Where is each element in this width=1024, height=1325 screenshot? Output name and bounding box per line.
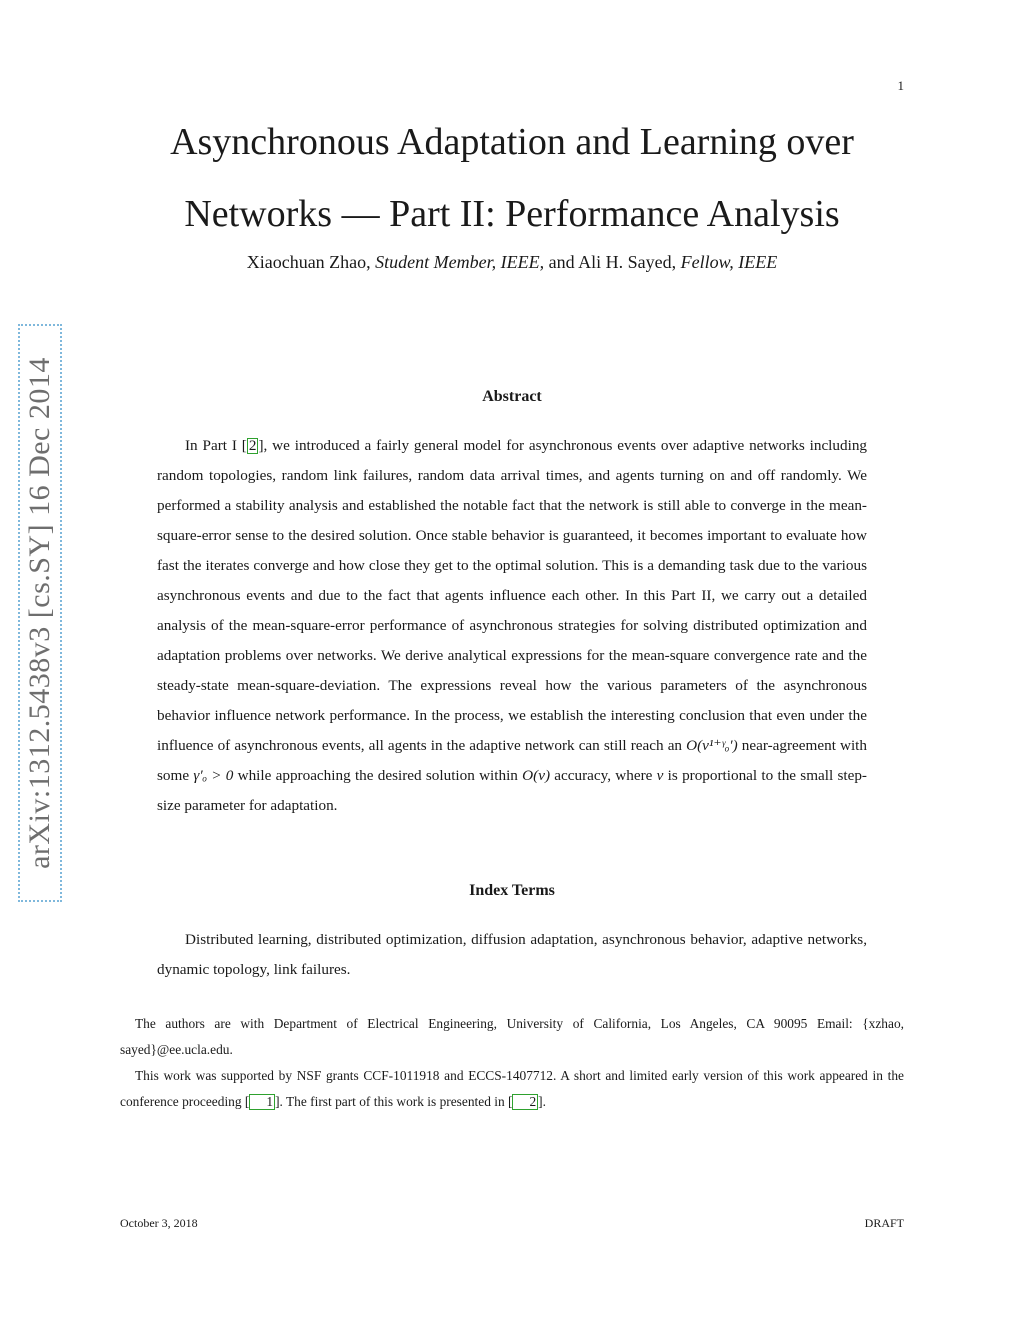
abstract-part-2: near-agreement with some	[157, 737, 867, 784]
footnote-funding-post: ].	[538, 1094, 546, 1109]
abstract-text	[157, 431, 867, 821]
paper-title	[100, 106, 924, 250]
author-list	[100, 252, 924, 273]
author-conjunction: and	[548, 252, 575, 272]
arxiv-identifier[interactable]: arXiv:1312.5438v3 [cs.SY] 16 Dec 2014	[23, 357, 56, 869]
footnote-funding-pre: This work was supported by NSF grants CCF-1011918 and ECCS-1407712. A short and limited early version of this work appeared in the conference proceeding [	[120, 1068, 904, 1109]
abstract-heading: Abstract	[482, 388, 542, 405]
citation-link-2-footnote[interactable]: 2	[512, 1094, 538, 1110]
footnote-funding	[120, 1063, 904, 1115]
title-line-2: Networks — Part II: Performance Analysis	[184, 193, 840, 235]
author-1-role: Student Member, IEEE,	[375, 252, 545, 272]
abstract-part-3: while approaching the desired solution within	[237, 767, 518, 784]
title-line-1: Asynchronous Adaptation and Learning over	[170, 121, 854, 163]
math-nu: ν	[656, 767, 664, 784]
citation-link-2[interactable]: 2	[248, 437, 257, 454]
abstract-part-1: In Part I [	[185, 437, 247, 454]
index-terms-text	[157, 925, 867, 985]
math-gamma-positive: γ′ₒ > 0	[193, 767, 234, 784]
page-number: 1	[897, 78, 904, 93]
footnote-affiliation: The authors are with Department of Electrical Engineering, University of California, Los Angeles, CA 90095 Email: {xzhao, sayed}@ee.ucla.edu.	[120, 1016, 904, 1057]
author-2-role: Fellow, IEEE	[680, 252, 778, 272]
abstract-part-5: is proportional to the small step-size parameter for adaptation.	[157, 767, 867, 814]
index-terms-heading: Index Terms	[469, 882, 555, 899]
footer-date: October 3, 2018	[120, 1216, 198, 1230]
index-terms-list: Distributed learning, distributed optimization, diffusion adaptation, asynchronous behavior, adaptive networks, dynamic topology, link failures.	[157, 931, 867, 978]
footnotes	[120, 1011, 904, 1115]
author-1-name: Xiaochuan Zhao,	[246, 252, 371, 272]
footer-draft-label: DRAFT	[864, 1216, 904, 1230]
abstract-part-4: accuracy, where	[554, 767, 653, 784]
author-2-name: Ali H. Sayed,	[578, 252, 677, 272]
footnote-funding-mid: ]. The first part of this work is presented in [	[275, 1094, 513, 1109]
arxiv-stamp	[18, 324, 62, 902]
abstract-part-1b: ], we introduced a fairly general model for asynchronous events over adaptive networks including random topologies, random link failures, random data arrival times, and agents turning on and off randomly. We performed a stability analysis and established the notable fact that the network is still able to converge in the mean-square-error sense to the desired solution. Once stable behavior is guaranteed, it becomes important to evaluate how fast the iterates converge and how close they get to the optimal solution. This is a demanding task due to the various asynchronous events and due to the fact that agents influence each other. In this Part II, we carry out a detailed analysis of the mean-square-error performance of asynchronous strategies for solving distributed optimization and adaptation problems over networks. We derive analytical expressions for the mean-square convergence rate and the steady-state mean-square-deviation. The expressions reveal how the various parameters of the asynchronous behavior influence network performance. In the process, we establish the interesting conclusion that even under the influence of asynchronous events, all agents in the adaptive network can still reach an	[157, 437, 867, 754]
math-big-o-agreement: O(ν¹⁺ᵞₒ′)	[686, 737, 738, 754]
math-big-o-nu: O(ν)	[522, 767, 550, 784]
citation-link-1[interactable]: 1	[249, 1094, 275, 1110]
page-footer	[120, 1216, 904, 1231]
